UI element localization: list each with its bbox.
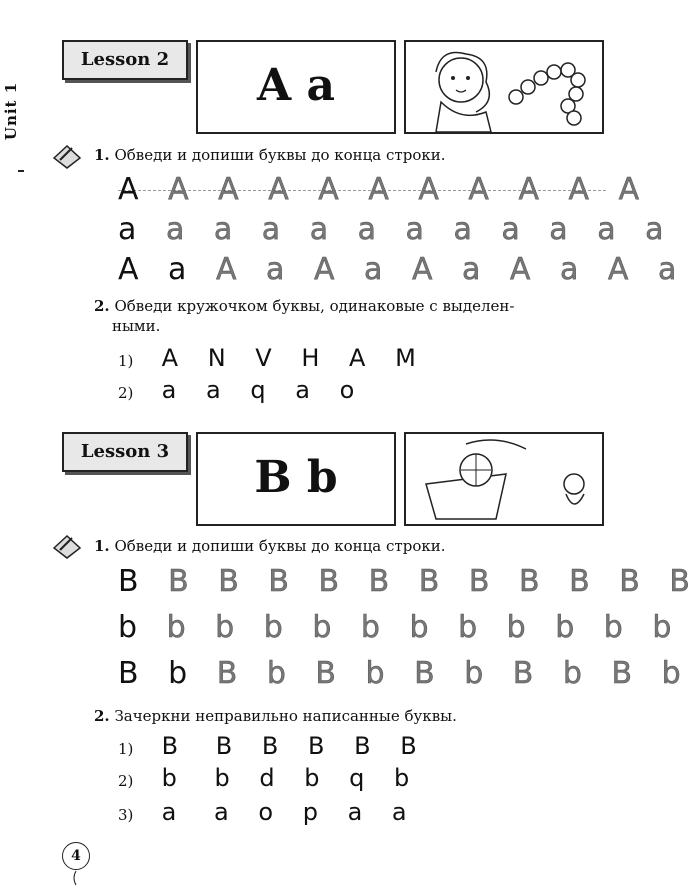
- option-letter[interactable]: b: [394, 764, 410, 792]
- option-letter[interactable]: o: [339, 376, 355, 404]
- lesson-2-tab: Lesson 2: [62, 40, 188, 80]
- option-letter[interactable]: M: [395, 344, 416, 372]
- option-letter[interactable]: q: [349, 764, 365, 792]
- option-letter[interactable]: A: [161, 344, 179, 372]
- lesson-3-option-row-3: 3) a a o p a a: [118, 798, 407, 826]
- option-letter[interactable]: B: [215, 732, 233, 760]
- option-letter[interactable]: p: [302, 798, 318, 826]
- trace-row: A a A a A a A a A a A a: [118, 252, 687, 287]
- option-letter[interactable]: N: [207, 344, 226, 372]
- option-letter[interactable]: B: [354, 732, 371, 760]
- trace-row: a a a a a a a a a a a a: [118, 212, 674, 247]
- option-letter[interactable]: d: [259, 764, 275, 792]
- lesson-2-letters: A a: [196, 40, 396, 134]
- option-letter[interactable]: A: [349, 344, 366, 372]
- option-letter[interactable]: V: [255, 344, 272, 372]
- lesson-2-option-row-1: 1) A N V H A M: [118, 344, 416, 372]
- option-letter[interactable]: B: [307, 732, 325, 760]
- ball-basket-illustration: [406, 434, 602, 524]
- trace-row: b b b b b b b b b b b b: [118, 610, 682, 645]
- page-number: 4: [62, 842, 90, 870]
- lesson-3-option-row-1: 1) B B B B B B: [118, 732, 417, 760]
- trace-row: B b B b B b B b B b B b: [118, 656, 691, 691]
- option-letter[interactable]: H: [301, 344, 320, 372]
- option-letter[interactable]: a: [206, 376, 221, 404]
- option-letter[interactable]: B: [261, 732, 279, 760]
- option-letter[interactable]: a: [214, 798, 229, 826]
- option-letter[interactable]: o: [258, 798, 274, 826]
- option-letter[interactable]: a: [391, 798, 407, 826]
- side-divider: [18, 170, 24, 172]
- option-letter[interactable]: a: [347, 798, 363, 826]
- lesson-2-task-2: 2. Обведи кружочком буквы, одинаковые с выделен- ными.: [94, 297, 515, 335]
- lesson-2-trace-area: [118, 172, 687, 292]
- pencil-book-icon: [50, 528, 84, 562]
- option-letter[interactable]: b: [304, 764, 320, 792]
- option-letter[interactable]: b: [214, 764, 230, 792]
- option-letter[interactable]: B: [400, 732, 417, 760]
- trace-row: B B B B B B B B B B B B: [118, 564, 700, 599]
- trace-row: A A A A A A A A A A A: [118, 172, 650, 207]
- lesson-3-task-2: 2. Зачеркни неправильно написанные буквы.: [94, 707, 457, 725]
- lesson-3-tab: Lesson 3: [62, 432, 188, 472]
- option-letter[interactable]: q: [250, 376, 266, 404]
- girl-apples-illustration: [406, 42, 602, 132]
- lesson-3-task-1: 1. Обведи и допиши буквы до конца строки.: [94, 537, 446, 555]
- lesson-3-picture: [404, 432, 604, 526]
- unit-side-label: Unit 1: [2, 81, 21, 141]
- option-letter[interactable]: a: [161, 376, 177, 404]
- lesson-3-letters: B b: [196, 432, 396, 526]
- lesson-2-option-row-2: 2) a a q a o: [118, 376, 355, 404]
- balloon-icon: [72, 870, 80, 889]
- lesson-3-option-row-2: 2) b b d b q b: [118, 764, 410, 792]
- lesson-2-task-1: 1. Обведи и допиши буквы до конца строки.: [94, 146, 446, 164]
- lesson-2-picture: [404, 40, 604, 134]
- pencil-book-icon: [50, 138, 84, 172]
- option-letter[interactable]: a: [295, 376, 310, 404]
- lesson-3-trace-area: [118, 564, 700, 694]
